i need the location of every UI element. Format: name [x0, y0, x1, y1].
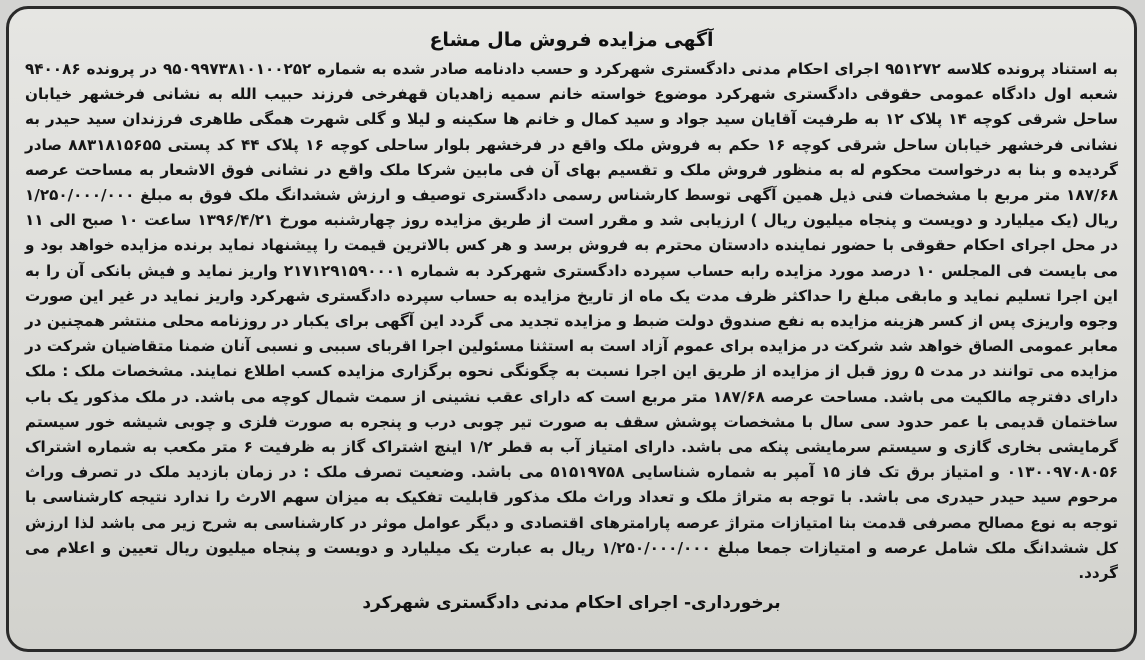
- notice-title: آگهی مزایده فروش مال مشاع: [429, 29, 714, 51]
- auction-notice: [6, 6, 1137, 652]
- notice-body: به استناد پرونده کلاسه ۹۵۱۲۷۲ اجرای احکام مدنی دادگستری شهرکرد و حسب دادنامه صادر شده به شماره ۹۵۰۹۹۷۳۸۱۰۱۰۰۲۵۲ در پرونده ۹۴۰۰۸۶ شعبه اول دادگاه عمومی حقوقی دادگستری شهرکرد موضوع خواسته خانم سمیه زاهدیان قهفرخی فرزند حبیب الله به نشانی فرخشهر خیابان ساحل شرقی کوچه ۱۴ پلاک ۱۲ به طرفیت آقایان سید جواد و سید کمال و خانم ها سکینه و لیلا و گلی شهرت همگی طاهری فرزندان سید حیدر به نشانی فرخشهر خیابان ساحل شرقی کوچه ۱۶ حکم به فروش ملک واقع در فرخشهر بلوار ساحلی کوچه ۱۶ پلاک ۴۴ کد پستی ۸۸۳۱۸۱۵۶۵۵ صادر گردیده و بنا به درخواست محکوم له به منظور فروش ملک و تقسیم بهای آن فی مابین شرکا ملک واقع در نشانی فوق الاشعار به مساحت عرصه ۱۸۷/۶۸ متر مربع با مشخصات فنی ذیل همین آگهی توسط کارشناس رسمی دادگستری توصیف و ارزش ششدانگ ملک فوق به مبلغ ۱/۲۵۰/۰۰۰/۰۰۰ ریال (یک میلیارد و دویست و پنجاه میلیون ریال ) ارزیابی شد و مقرر است از طریق مزایده روز چهارشنبه مورخ ۱۳۹۶/۴/۲۱ ساعت ۱۰ صبح الی ۱۱ در محل اجرای احکام حقوقی با حضور نماینده دادستان محترم به فروش برسد و هر کس بالاترین قیمت را پیشنهاد نماید برنده مزایده خواهد بود و می بایست فی المجلس ۱۰ درصد مورد مزایده رابه حساب سپرده دادگستری شهرکرد به شماره ۲۱۷۱۲۹۱۵۹۰۰۰۱ واریز نماید و فیش بانکی آن را به این اجرا تسلیم نماید و مابقی مبلغ را حداکثر ظرف مدت یک ماه از تاریخ مزایده به حساب سپرده دادگستری شهرکرد واریز نماید در غیر این صورت وجوه واریزی پس از کسر هزینه مزایده به نفع صندوق دولت ضبط و مزایده تجدید می گردد این آگهی برای یکبار در روزنامه محلی منتشر همچنین در معابر عمومی الصاق خواهد شد شرکت در مزایده برای عموم آزاد است به استثنا مسئولین اجرا اقربای سببی و نسبی آنان ضمنا متقاضیان شرکت در مزایده می توانند در مدت ۵ روز قبل از مزایده از طریق این اجرا نسبت به چگونگی نحوه برگزاری مزایده کسب اطلاع نمایند. مشخصات ملک : ملک دارای دفترچه مالکیت می باشد. مساحت عرصه ۱۸۷/۶۸ متر مربع است که دارای عقب نشینی از سمت شمال کوچه می باشد. در ملک مذکور یک باب ساختمان قدیمی با عمر حدود سی سال با مشخصات پوشش سقف به صورت تیر چوبی درب و پنجره به صورت فلزی و چوبی شیشه خور سیستم گرمایشی بخاری گازی و سیستم سرمایشی پنکه می باشد. دارای امتیاز آب به قطر ۱/۲ اینچ اشتراک گاز به ظرفیت ۶ متر مکعب به شماره اشتراک ۰۱۳۰۰۹۷۰۸۰۵۶ و امتیاز برق تک فاز ۱۵ آمپر به شماره شناسایی ۵۱۵۱۹۷۵۸ می باشد. وضعیت تصرف ملک : در زمان بازدید ملک در تصرف وراث مرحوم سید حیدر حیدری می باشد. با توجه به متراژ ملک و تعداد وراث ملک مذکور قابلیت تفکیک به میزان سهم الارث را ندارد نتیجه کارشناسی با توجه به نوع مصالح مصرفی قدمت بنا امتیازات متراژ عرصه پارامترهای اقتصادی و دیگر عوامل موثر در کارشناسی به شرح زیر می باشد لذا ارزش کل ششدانگ ملک شامل عرصه و امتیازات جمعا مبلغ ۱/۲۵۰/۰۰۰/۰۰۰ ریال به عبارت یک میلیارد و دویست و پنجاه میلیون ریال تعیین و اعلام می گردد.: [25, 60, 1119, 583]
- notice-signature: برخورداری- اجرای احکام مدنی دادگستری شهرکرد: [362, 593, 781, 614]
